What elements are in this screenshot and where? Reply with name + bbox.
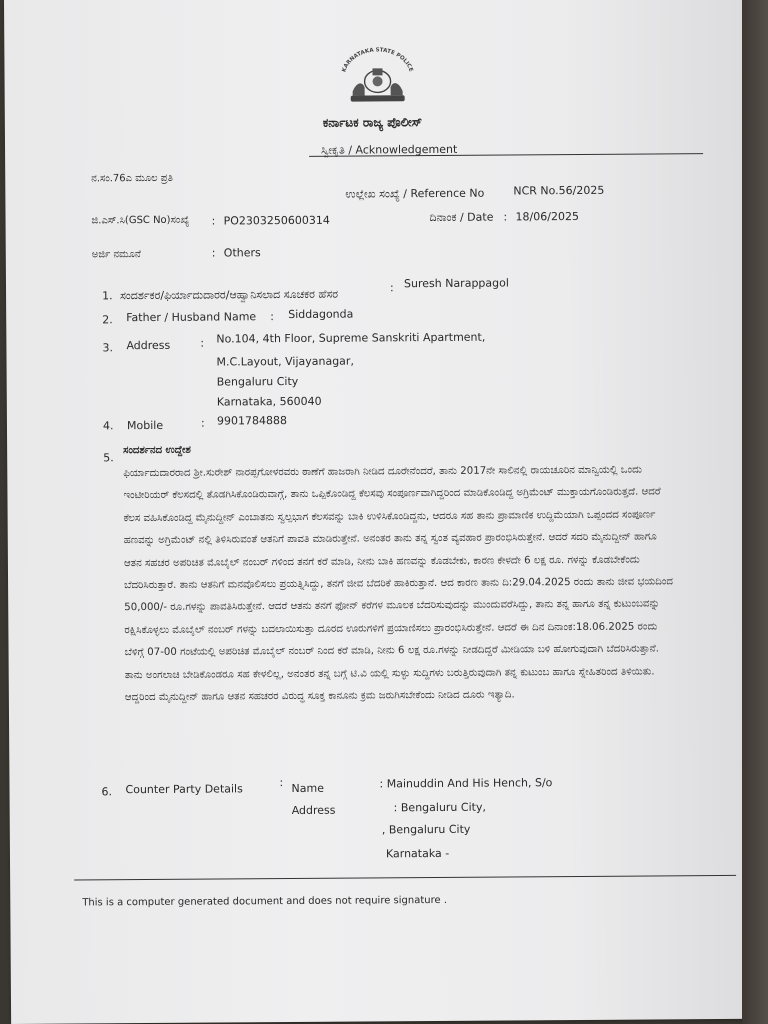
field-number: 2.: [102, 313, 113, 327]
field-number: 5.: [103, 451, 114, 465]
date-label: ದಿನಾಂಕ / Date: [429, 210, 494, 225]
counter-party-name-value: : Mainuddin And His Hench, S/o: [379, 776, 553, 791]
gsc-value: PO2303250600314: [223, 213, 330, 228]
father-husband-label: Father / Husband Name: [126, 310, 257, 325]
mobile-value: 9901784888: [216, 414, 287, 428]
father-husband-value: Siddagonda: [288, 307, 354, 322]
counter-party-address-line: : Bengaluru City,: [393, 800, 486, 815]
address-line: Karnataka, 560040: [216, 394, 322, 409]
field-number: 1.: [102, 289, 113, 303]
counter-party-address-line: , Bengaluru City: [381, 822, 471, 837]
visitor-name-value: Suresh Narappagol: [403, 276, 509, 291]
address-line: Bengaluru City: [216, 374, 299, 389]
address-label: Address: [126, 338, 171, 353]
background-surface: [742, 0, 768, 1024]
petition-type-label: ಅರ್ಜಿ ನಮೂನೆ: [91, 249, 141, 261]
emblem-text: KARNATAKA STATE POLICE: [341, 47, 414, 74]
address-line: M.C.Layout, Vijayanagar,: [216, 354, 354, 369]
petition-type-value: Others: [223, 246, 261, 260]
counter-party-label: Counter Party Details: [125, 782, 243, 797]
counter-party-name-label: Name: [291, 781, 325, 796]
field-number: 6.: [101, 785, 113, 799]
mobile-label: Mobile: [126, 418, 164, 433]
reference-value: NCR No.56/2025: [513, 183, 605, 198]
date-value: 18/06/2025: [515, 209, 579, 224]
visitor-name-label: ಸಂದರ್ಶಕರ/ಫಿರ್ಯಾದುದಾರರ/ಆಹ್ವಾನಿಸಲಾದ ಸೂಚಕರ ಹೆಸರ: [120, 287, 339, 303]
footer-note: This is a computer generated document and does not require signature .: [82, 894, 448, 909]
state-police-emblem-icon: [332, 47, 422, 108]
visit-purpose-label: ಸಂದರ್ಶನದ ಉದ್ದೇಶ: [123, 444, 191, 457]
original-copy-label: ನ.ಸಂ.76ಎ ಮೂಲ ಪ್ರತಿ: [91, 172, 173, 185]
address-line: No.104, 4th Floor, Supreme Sanskriti Apartment,: [216, 330, 486, 346]
counter-party-address-line: Karnataka -: [385, 846, 450, 861]
gsc-label: ಜಿ.ಎಸ್.ಸಿ(GSC No)ಸಂಖ್ಯೆ: [91, 214, 190, 227]
footer-divider: [74, 875, 736, 881]
visit-purpose-narrative: ಫಿರ್ಯಾದುದಾರರಾದ ಶ್ರೀ.ಸುರೇಶ್ ನಾರಪ್ಪಗೋಳರವರು ಠಾಣೆಗೆ ಹಾಜರಾಗಿ ನೀಡಿದ ದೂರೇನೆಂದರೆ, ತಾನು 2017ನೇ ಸಾಲಿನಲ್ಲಿ ರಾಯಚೂರಿನ ಮಾನ್ವಿಯಲ್ಲಿ ಒಂದು ಇಂಟೀರಿಯರ್ ಕೆಲಸದಲ್ಲಿ ತೊಡಗಿಸಿಕೊಂಡಿರುವಾಗ್ಗೆ, ತಾನು ಒಪ್ಪಿಕೊಂಡಿದ್ದ ಕೆಲಸವು ಸಂಪೂರ್ಣವಾಗಿದ್ದರಿಂದ ಮಾಡಿಕೊಂಡಿದ್ದ ಅಗ್ರಿಮೆಂಟ್ ಮುಕ್ತಾಯಗೊಂಡಿರುತ್ತದೆ. ಆದರೆ ಕೆಲಸ ವಹಿಸಿಕೊಂಡಿದ್ದ ಮೈನುದ್ದೀನ್ ಎಂಬಾತನು ಸ್ವಲ್ಪಭಾಗ ಕೆಲಸವನ್ನು ಬಾಕಿ ಉಳಿಸಿಕೊಂಡಿದ್ದನು, ಆದರೂ ಸಹ ತಾನು ಪ್ರಾಮಾಣಿಕ ಉದ್ದಿಮೆಯಾಗಿ ಒಪ್ಪಂದದ ಸಂಪೂರ್ಣ ಹಣವನ್ನು ಅಗ್ರಿಮೆಂಟ್ ನಲ್ಲಿ ತಿಳಿಸಿರುವಂತೆ ಆತನಿಗೆ ಪಾವತಿ ಮಾಡಿರುತ್ತೇನೆ. ಅನಂತರ ತಾನು ತನ್ನ ಸ್ವಂತ ವ್ಯವಹಾರ ಪ್ರಾರಂಭಿಸಿರುತ್ತೇನೆ. ಆದರೆ ಸದರಿ ಮೈನುದ್ದೀನ್ ಹಾಗೂ ಆತನ ಸಹಚರ ಅಪರಿಚಿತ ಮೊಬೈಲ್ ನಂಬರ್ ಗಳಿಂದ ತನಗೆ ಕರೆ ಮಾಡಿ, ನೀನು ಬಾಕಿ ಹಣವನ್ನು ಕೊಡಬೇಕು, ಕಾರಣ ಕೇಳದೇ 6 ಲಕ್ಷ ರೂ. ಗಳನ್ನು ಕೊಡಬೇಕೆಂದು ಬೆದರಿಸಿರುತ್ತಾರೆ. ತಾನು ಆತನಿಗೆ ಮನವೊಲಿಸಲು ಪ್ರಯತ್ನಿಸಿದ್ದು, ತನಗೆ ಜೀವ ಬೆದರಿಕೆ ಹಾಕಿರುತ್ತಾನೆ. ಆದ ಕಾರಣ ತಾನು ದಿ:29.04.2025 ರಂದು ತಾನು ಜೀವ ಭಯದಿಂದ 50,000/- ರೂ.ಗಳನ್ನು ಪಾವತಿಸಿರುತ್ತೇನೆ. ಆದರೆ ಆತನು ತನಗೆ ಫೋನ್ ಕರೆಗಳ ಮೂಲಕ ಬೆದರಿಸುವುದನ್ನು ಮುಂದುವರೆಸಿದ್ದು, ತಾನು ತನ್ನ ಹಾಗೂ ತನ್ನ ಕುಟುಂಬವನ್ನು ರಕ್ಷಿಸಿಕೊಳ್ಳಲು ಮೊಬೈಲ್ ನಂಬರ್ ಗಳನ್ನು ಬದಲಾಯಿಸುತ್ತಾ ದೂರದ ಊರುಗಳಿಗೆ ಪ್ರಯಾಣಿಸಲು ಪ್ರಾರಂಭಿಸಿರುತ್ತೇನೆ. ಆದರೆ ಈ ದಿನ ದಿನಾಂಕ:18.06.2025 ರಂದು ಬೆಳಿಗ್ಗೆ 07-00 ಗಂಟೆಯಲ್ಲಿ ಅಪರಿಚಿತ ಮೊಬೈಲ್ ನಂಬರ್ ನಿಂದ ಕರೆ ಮಾಡಿ, ನೀನು 6 ಲಕ್ಷ ರೂ.ಗಳನ್ನು ನೀಡದಿದ್ದರೆ ಮೀಡಿಯಾ ಬಳಿ ಹೋಗುವುದಾಗಿ ಬೆದರಿಸಿರುತ್ತಾನೆ. ತಾನು ಅಂಗಲಾಚಿ ಬೇಡಿಕೊಂಡರೂ ಸಹ ಕೇಳಲಿಲ್ಲ, ಅನಂತರ ತನ್ನ ಬಗ್ಗೆ ಟಿ.ವಿ ಯಲ್ಲಿ ಸುಳ್ಳು ಸುದ್ದಿಗಳು ಬರುತ್ತಿರುವುದಾಗಿ ತನ್ನ ಕುಟುಂಬ ಹಾಗೂ ಸ್ನೇಹಿತರಿಂದ ತಿಳಿಯಿತು. ಆದ್ದರಿಂದ ಮೈನುದ್ದೀನ್ ಹಾಗೂ ಆತನ ಸಹಚರರ ವಿರುದ್ಧ ಸೂಕ್ತ ಕಾನೂನು ಕ್ರಮ ಜರುಗಿಸಬೇಕೆಂದು ನೀಡಿದ ದೂರು ಇತ್ಯಾದಿ.: [123, 464, 674, 704]
counter-party-address-label: Address: [291, 803, 336, 818]
acknowledgement-document: KARNATAKA STATE POLICE ಕರ್ನಾಟಕ ರಾಜ್ಯ ಪೊಲೀಸ್ ಸ್ವೀಕೃತಿ / Acknowledgement ನ.ಸಂ.76ಎ ಮೂಲ ಪ್ರತಿ ಉಲ್ಲೇಖ ಸಂಖ್ಯೆ / Reference No NCR No.56/2025 ಜಿ.ಎಸ್.ಸಿ(GSC No)ಸಂಖ್ಯೆ : PO2303250600314 ದಿನಾಂಕ / Date : 18/06/2025 ಅರ್ಜಿ ನಮೂನೆ : Others 1. ಸಂದರ್ಶಕರ/ಫಿರ್ಯಾದುದಾರರ/ಆಹ್ವಾನಿಸಲಾದ ಸೂಚಕರ ಹೆಸರ : Suresh Narappagol 2. Father / Husband Name : Siddagonda 3. Address : No.104, 4th Floor, Supreme Sanskriti Apartment, M.C.Layout, Vijayanagar, Bengaluru City Karnataka, 560040 4. Mobile : 9901784888 5. ಸಂದರ್ಶನದ ಉದ್ದೇಶ ಫಿರ್ಯಾದುದಾರರಾದ ಶ್ರೀ.ಸುರೇಶ್ ನಾರಪ್ಪಗೋಳರವರು ಠಾಣೆಗೆ ಹಾಜರಾಗಿ ನೀಡಿದ ದೂರೇನೆಂದರೆ, ತಾನು 2017ನೇ ಸಾಲಿನಲ್ಲಿ ರಾಯಚೂರಿನ ಮಾನ್ವಿಯಲ್ಲಿ ಒಂದು ಇಂಟೀರಿಯರ್ ಕೆಲಸದಲ್ಲಿ ತೊಡಗಿಸಿಕೊಂಡಿರುವಾಗ್ಗೆ, ತಾನು ಒಪ್ಪಿಕೊಂಡಿದ್ದ ಕೆಲಸವು ಸಂಪೂರ್ಣವಾಗಿದ್ದರಿಂದ ಮಾಡಿಕೊಂಡಿದ್ದ ಅಗ್ರಿಮೆಂಟ್ ಮುಕ್ತಾಯಗೊಂಡಿರುತ್ತದೆ. ಆದರೆ ಕೆಲಸ ವಹಿಸಿಕೊಂಡಿದ್ದ ಮೈನುದ್ದೀನ್ ಎಂಬಾತನು ಸ್ವಲ್ಪಭಾಗ ಕೆಲಸವನ್ನು ಬಾಕಿ ಉಳಿಸಿಕೊಂಡಿದ್ದನು, ಆದರೂ ಸಹ ತಾನು ಪ್ರಾಮಾಣಿಕ ಉದ್ದಿಮೆಯಾಗಿ ಒಪ್ಪಂದದ ಸಂಪೂರ್ಣ ಹಣವನ್ನು ಅಗ್ರಿಮೆಂಟ್ ನಲ್ಲಿ ತಿಳಿಸಿರುವಂತೆ ಆತನಿಗೆ ಪಾವತಿ ಮಾಡಿರುತ್ತೇನೆ. ಅನಂತರ ತಾನು ತನ್ನ ಸ್ವಂತ ವ್ಯವಹಾರ ಪ್ರಾರಂಭಿಸಿರುತ್ತೇನೆ. ಆದರೆ ಸದರಿ ಮೈನುದ್ದೀನ್ ಹಾಗೂ ಆತನ ಸಹಚರ ಅಪರಿಚಿತ ಮೊಬೈಲ್ ನಂಬರ್ ಗಳಿಂದ ತನಗೆ ಕರೆ ಮಾಡಿ, ನೀನು ಬಾಕಿ ಹಣವನ್ನು ಕೊಡಬೇಕು, ಕಾರಣ ಕೇಳದೇ 6 ಲಕ್ಷ ರೂ. ಗಳನ್ನು ಕೊಡಬೇಕೆಂದು ಬೆದರಿಸಿರುತ್ತಾರೆ. ತಾನು ಆತನಿಗೆ ಮನವೊಲಿಸಲು ಪ್ರಯತ್ನಿಸಿದ್ದು, ತನಗೆ ಜೀವ ಬೆದರಿಕೆ ಹಾಕಿರುತ್ತಾನೆ. ಆದ ಕಾರಣ ತಾನು ದಿ:29.04.2025 ರಂದು ತಾನು ಜೀವ ಭಯದಿಂದ 50,000/- ರೂ.ಗಳನ್ನು ಪಾವತಿಸಿರುತ್ತೇನೆ. ಆದರೆ ಆತನು ತನಗೆ ಫೋನ್ ಕರೆಗಳ ಮೂಲಕ ಬೆದರಿಸುವುದನ್ನು ಮುಂದುವರೆಸಿದ್ದು, ತಾನು ತನ್ನ ಹಾಗೂ ತನ್ನ ಕುಟುಂಬವನ್ನು ರಕ್ಷಿಸಿಕೊಳ್ಳಲು ಮೊಬೈಲ್ ನಂಬರ್ ಗಳನ್ನು ಬದಲಾಯಿಸುತ್ತಾ ದೂರದ ಊರುಗಳಿಗೆ ಪ್ರಯಾಣಿಸಲು ಪ್ರಾರಂಭಿಸಿರುತ್ತೇನೆ. ಆದರೆ ಈ ದಿನ ದಿನಾಂಕ:18.06.2025 ರಂದು ಬೆಳಿಗ್ಗೆ 07-00 ಗಂಟೆಯಲ್ಲಿ ಅಪರಿಚಿತ ಮೊಬೈಲ್ ನಂಬರ್ ನಿಂದ ಕರೆ ಮಾಡಿ, ನೀನು 6 ಲಕ್ಷ ರೂ.ಗಳನ್ನು ನೀಡದಿದ್ದರೆ ಮೀಡಿಯಾ ಬಳಿ ಹೋಗುವುದಾಗಿ ಬೆದರಿಸಿರುತ್ತಾನೆ. ತಾನು ಅಂಗಲಾಚಿ ಬೇಡಿಕೊಂಡರೂ ಸಹ ಕೇಳಲಿಲ್ಲ, ಅನಂತರ ತನ್ನ ಬಗ್ಗೆ ಟಿ.ವಿ ಯಲ್ಲಿ ಸುಳ್ಳು ಸುದ್ದಿಗಳು ಬರುತ್ತಿರುವುದಾಗಿ ತನ್ನ ಕುಟುಂಬ ಹಾಗೂ ಸ್ನೇಹಿತರಿಂದ ತಿಳಿಯಿತು. ಆದ್ದರಿಂದ ಮೈನುದ್ದೀನ್ ಹಾಗೂ ಆತನ ಸಹಚರರ ವಿರುದ್ಧ ಸೂಕ್ತ ಕಾನೂನು ಕ್ರಮ ಜರುಗಿಸಬೇಕೆಂದು ನೀಡಿದ ದೂರು ಇತ್ಯಾದಿ. 6. Counter Party Details : Name : Mainuddin And His Hench, S/o Address : Bengaluru City, , Bengaluru City Karnataka - This is a computer generated document and does not require signature .: [4, 0, 753, 1024]
document-title: ಸ್ವೀಕೃತಿ / Acknowledgement: [321, 142, 458, 157]
field-number: 3.: [102, 341, 113, 355]
field-number: 4.: [102, 419, 114, 433]
reference-label: ಉಲ್ಲೇಖ ಸಂಖ್ಯೆ / Reference No: [345, 186, 485, 201]
department-name: ಕರ್ನಾಟಕ ರಾಜ್ಯ ಪೊಲೀಸ್: [322, 115, 423, 130]
